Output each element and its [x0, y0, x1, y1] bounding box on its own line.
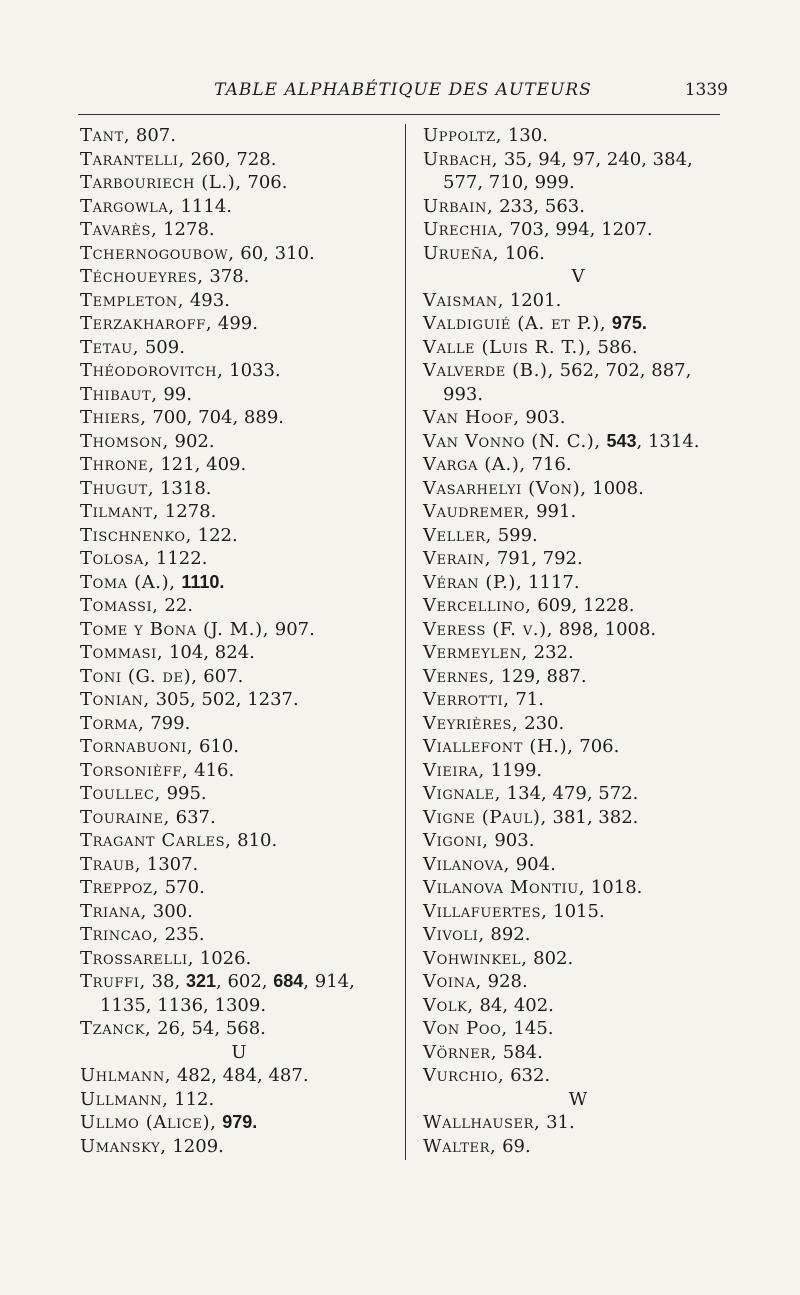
author-name: Vermeylen, [423, 642, 528, 663]
author-name: Tonian, [80, 689, 150, 710]
page-number: 1339 [684, 80, 728, 100]
author-name: Téchoueyres, [80, 266, 204, 287]
author-name: Tolosa, [80, 548, 151, 569]
page-refs: 1201. [509, 289, 562, 311]
author-name: Verrotti, [423, 689, 510, 710]
index-entry [423, 500, 733, 524]
author-name: Torsonièff, [80, 759, 189, 781]
author-name: Truffi, [80, 971, 146, 992]
running-header [78, 78, 728, 106]
index-entry [80, 242, 398, 266]
index-entry [423, 947, 733, 971]
page-refs: , 1314. [636, 430, 700, 452]
page-refs: 802. [533, 947, 574, 969]
index-entry [423, 336, 733, 360]
index-entry [80, 218, 398, 242]
author-name: Ullmo (Alice), [80, 1112, 217, 1133]
author-name: Vilanova, [423, 853, 510, 875]
index-entry [423, 242, 733, 266]
author-name: Vohwinkel, [423, 947, 528, 969]
page-refs: 907. [274, 618, 315, 640]
page-refs: 807. [135, 125, 176, 146]
author-name: Tome y Bona (J. M.), [80, 618, 270, 640]
page-refs: 1117. [528, 571, 580, 593]
author-name: Trossarelli, [80, 947, 195, 969]
author-name: Uppoltz, [423, 125, 503, 146]
page-refs: 799. [150, 712, 191, 734]
page-refs: 129, 887. [500, 665, 587, 687]
page-ref-bold: 979. [222, 1112, 258, 1132]
author-name: Urueña, [423, 242, 500, 264]
page-refs: 610. [198, 736, 240, 757]
page-refs: 1209. [172, 1135, 224, 1157]
page-refs: 706. [247, 172, 288, 193]
author-name: Urbach, [423, 148, 499, 170]
index-entry [80, 947, 398, 971]
page-refs: 609, 1228. [537, 595, 635, 616]
author-name: Toullec, [80, 783, 161, 804]
page-refs: 230. [524, 712, 565, 734]
page-refs: 71. [515, 689, 544, 710]
page-refs: 235. [164, 924, 205, 945]
index-entry [80, 876, 398, 900]
author-name: Villafuertes, [423, 900, 548, 922]
page-refs: 904. [515, 853, 556, 875]
page-refs: 1307. [146, 853, 199, 875]
author-name: Vörner, [423, 1041, 498, 1063]
author-name: Thibaut, [80, 383, 158, 405]
author-name: Van Vonno (N. C.), [423, 430, 601, 452]
index-entry [80, 171, 398, 195]
index-entry [423, 876, 733, 900]
column-divider [405, 124, 406, 1160]
author-name: Valverde (B.), [423, 360, 554, 381]
index-entry [423, 618, 733, 642]
index-entry [423, 195, 733, 219]
page-refs: 928. [487, 971, 528, 992]
author-name: Tragant Carles, [80, 830, 232, 851]
page-refs: , 602, [216, 971, 274, 992]
index-entry [80, 641, 398, 665]
page-refs: 1278. [163, 219, 215, 240]
author-name: Throne, [80, 454, 155, 475]
index-entry [80, 524, 398, 548]
author-name: Vercellino, [423, 595, 532, 616]
page-refs: 599. [497, 524, 538, 546]
author-name: Touraine, [80, 806, 170, 828]
author-name: Valdiguié (A. et P.), [423, 313, 607, 334]
page-refs: 903. [494, 830, 535, 851]
page-refs: 104, 824. [168, 642, 255, 663]
index-entry [423, 289, 733, 313]
page-refs: 130. [507, 125, 548, 146]
index-entry [80, 453, 398, 477]
index-entry [423, 124, 733, 148]
page-refs: 991. [536, 501, 577, 522]
author-name: Veress (F. v.), [423, 618, 554, 640]
page-refs: 1199. [490, 759, 543, 781]
page-refs: 562, 702, 887, [559, 360, 692, 381]
page-refs: 22. [164, 595, 193, 616]
page-refs: 106. [504, 242, 545, 264]
author-name: Thomson, [80, 430, 169, 452]
page-refs: 145. [513, 1018, 554, 1039]
page-refs: 700, 704, 889. [152, 407, 285, 428]
index-entry [423, 571, 733, 595]
author-name: Uhlmann, [80, 1065, 172, 1086]
index-entry [423, 594, 733, 618]
index-entry-continuation [80, 994, 398, 1018]
index-entry [423, 782, 733, 806]
author-name: Tomassi, [80, 595, 159, 616]
page-refs: 121, 409. [160, 454, 247, 475]
author-name: Vasarhelyi (Von), [423, 477, 587, 499]
index-entry [80, 500, 398, 524]
author-name: Thugut, [80, 477, 155, 499]
index-entry [80, 571, 398, 595]
page-refs: 38, [151, 971, 186, 992]
author-name: Tetau, [80, 336, 140, 358]
index-entry [80, 1135, 398, 1159]
page-refs: 60, 310. [240, 242, 315, 264]
index-entry [423, 453, 733, 477]
index-entry [423, 1064, 733, 1088]
index-entry [80, 1064, 398, 1088]
author-name: Vilanova Montiu, [423, 877, 586, 898]
page-refs: 586. [597, 336, 638, 358]
author-name: Tavarès, [80, 219, 158, 240]
index-entry [80, 970, 398, 994]
author-name: Tornabuoni, [80, 736, 194, 757]
page-refs: 381, 382. [552, 806, 639, 828]
index-entry [80, 477, 398, 501]
page-refs: 892. [490, 924, 531, 945]
index-entry [80, 1088, 398, 1112]
author-name: Ullmann, [80, 1088, 169, 1110]
right-column [423, 124, 733, 1158]
index-entry [80, 265, 398, 289]
page-refs: 232. [533, 642, 574, 663]
page-refs: 703, 994, 1207. [509, 219, 653, 240]
page-refs: 305, 502, 1237. [155, 689, 299, 710]
index-entry [423, 430, 733, 454]
index-entry [80, 1017, 398, 1041]
page-refs: 902. [174, 430, 215, 452]
index-entry [423, 524, 733, 548]
index-entry [80, 618, 398, 642]
page-refs: 134, 479, 572. [506, 783, 639, 804]
index-entry [423, 359, 733, 383]
author-name: Toni (G. de), [80, 665, 198, 687]
index-entry [423, 477, 733, 501]
index-entry [80, 829, 398, 853]
author-name: Vaisman, [423, 289, 505, 311]
page-refs: , 914, [303, 971, 355, 992]
author-name: Vaudremer, [423, 501, 531, 522]
page-refs: 1278. [164, 501, 217, 522]
author-name: Treppoz, [80, 877, 159, 898]
index-entry [423, 1041, 733, 1065]
index-entry [423, 218, 733, 242]
page-refs: 993. [443, 383, 484, 405]
index-entry [80, 900, 398, 924]
author-name: Voina, [423, 971, 482, 992]
page-refs: 1015. [553, 900, 605, 922]
index-entry [423, 759, 733, 783]
author-name: Veller, [423, 524, 492, 546]
author-name: Tommasi, [80, 642, 164, 663]
running-title: TABLE ALPHABÉTIQUE DES AUTEURS [214, 80, 592, 100]
page-ref-bold: 1110. [181, 571, 225, 592]
page-refs: 584. [502, 1041, 543, 1063]
page-refs: 632. [510, 1065, 551, 1086]
page-ref-bold: 321 [185, 971, 216, 991]
index-entry [80, 782, 398, 806]
page-refs: 416. [194, 759, 235, 781]
index-entry [423, 735, 733, 759]
page-refs: 577, 710, 999. [443, 172, 575, 193]
index-entry [423, 688, 733, 712]
author-name: Targowla, [80, 195, 175, 217]
page-refs: 122. [197, 524, 238, 546]
index-entry [80, 665, 398, 689]
header-rule [78, 114, 720, 115]
page-refs: 570. [164, 877, 205, 898]
page-refs: 791, 792. [496, 548, 583, 569]
index-entry [80, 312, 398, 336]
page-refs: 1018. [590, 877, 643, 898]
author-name: Tischnenko, [80, 524, 192, 546]
author-name: Varga (A.), [423, 454, 526, 475]
index-entry [423, 806, 733, 830]
index-entry [80, 124, 398, 148]
author-name: Urbain, [423, 195, 494, 217]
author-name: Veyrières, [423, 712, 519, 734]
page-refs: 1033. [229, 360, 281, 381]
index-entry [423, 547, 733, 571]
page-refs: 903. [525, 407, 566, 428]
author-name: Tilmant, [80, 501, 160, 522]
index-entry [80, 148, 398, 172]
index-entry [423, 148, 733, 172]
author-name: Torma, [80, 712, 145, 734]
page-refs: 509. [144, 336, 185, 358]
author-name: Volk, [423, 994, 474, 1016]
author-name: Trincao, [80, 924, 159, 945]
author-name: Viallefont (H.), [423, 736, 574, 757]
author-name: Tzanck, [80, 1018, 152, 1039]
index-entry [80, 1111, 398, 1135]
index-entry [80, 430, 398, 454]
author-name: Vernes, [423, 665, 495, 687]
author-name: Tarbouriech (L.), [80, 172, 242, 193]
author-name: Vurchio, [423, 1065, 505, 1086]
index-entry [80, 383, 398, 407]
page-refs: 810. [237, 830, 278, 851]
page-refs: 1318. [159, 477, 212, 499]
index-entry [423, 641, 733, 665]
author-name: Traub, [80, 853, 142, 875]
index-entry [80, 806, 398, 830]
page-refs: 995. [166, 783, 207, 804]
index-entry [423, 1017, 733, 1041]
page-refs: 26, 54, 568. [157, 1018, 266, 1039]
page-refs: 1135, 1136, 1309. [100, 994, 267, 1016]
author-name: Von Poo, [423, 1018, 508, 1039]
index-entry [80, 853, 398, 877]
page-refs: 300. [152, 900, 193, 922]
author-name: Vigoni, [423, 830, 489, 851]
page-refs: 84, 402. [479, 994, 554, 1016]
page-refs: 716. [531, 454, 572, 475]
author-name: Van Hoof, [423, 407, 520, 428]
index-entry [423, 712, 733, 736]
author-name: Théodorovitch, [80, 360, 224, 381]
page-refs: 1114. [180, 195, 232, 217]
index-entry [80, 688, 398, 712]
index-entry [80, 712, 398, 736]
author-name: Umansky, [80, 1135, 167, 1157]
index-entry [423, 1135, 733, 1159]
page-refs: 31. [546, 1112, 575, 1133]
author-name: Tant, [80, 125, 131, 146]
page-ref-bold: 684 [273, 971, 304, 991]
author-name: Terzakharoff, [80, 313, 213, 334]
page-refs: 898, 1008. [558, 618, 657, 640]
author-name: Vivoli, [423, 924, 485, 945]
author-name: Vigne (Paul), [423, 806, 547, 828]
index-entry [423, 853, 733, 877]
index-entry [80, 289, 398, 313]
page-refs: 1008. [592, 477, 644, 499]
author-name: Vignale, [423, 783, 501, 804]
page-ref-bold: 975. [611, 313, 647, 333]
page-refs: 1026. [199, 947, 252, 969]
author-name: Valle (Luis R. T.), [423, 336, 592, 358]
index-entry [80, 735, 398, 759]
index-entry [80, 406, 398, 430]
page-refs: 69. [502, 1135, 531, 1157]
index-entry [423, 406, 733, 430]
page-refs: 99. [163, 383, 192, 405]
index-entry [80, 195, 398, 219]
index-entry [423, 994, 733, 1018]
page-refs: 637. [175, 806, 216, 828]
page-refs: 260, 728. [190, 148, 277, 170]
index-entry [423, 665, 733, 689]
index-entry [423, 829, 733, 853]
index-entry [80, 336, 398, 360]
page-refs: 112. [174, 1088, 215, 1110]
author-name: Thiers, [80, 407, 147, 428]
author-name: Wallhauser, [423, 1112, 541, 1133]
section-letter: W [568, 1088, 588, 1110]
page-refs: 1122. [155, 548, 208, 569]
index-entry [80, 547, 398, 571]
page-refs: 607. [203, 665, 244, 687]
index-entry [80, 759, 398, 783]
index-entry [80, 594, 398, 618]
page-refs: 482, 484, 487. [176, 1065, 309, 1086]
author-name: Triana, [80, 900, 148, 922]
page-ref-bold: 543 [606, 430, 637, 451]
author-name: Templeton, [80, 289, 185, 311]
author-name: Verain, [423, 548, 492, 569]
index-entry [423, 1111, 733, 1135]
index-entry-continuation [423, 383, 733, 407]
section-letter: V [571, 266, 585, 287]
page-refs: 233, 563. [499, 195, 585, 217]
page-refs: 378. [209, 266, 250, 287]
index-entry [80, 923, 398, 947]
page-refs: 499. [217, 313, 258, 334]
page-refs: 35, 94, 97, 240, 384, [503, 148, 693, 170]
author-name: Urechia, [423, 219, 504, 240]
index-entry [423, 923, 733, 947]
index-entry [423, 900, 733, 924]
index-entry [423, 312, 733, 336]
author-name: Tarantelli, [80, 148, 185, 170]
index-entry-continuation [423, 171, 733, 195]
section-letter: U [231, 1041, 247, 1063]
author-name: Tchernogoubow, [80, 242, 235, 264]
page-refs: 706. [579, 736, 620, 757]
index-entry [423, 970, 733, 994]
author-name: Walter, [423, 1135, 497, 1157]
left-column [80, 124, 398, 1158]
author-name: Toma (A.), [80, 571, 176, 593]
author-name: Vieira, [423, 759, 485, 781]
author-name: Véran (P.), [423, 571, 523, 593]
page-refs: 493. [189, 289, 230, 311]
index-entry [80, 359, 398, 383]
